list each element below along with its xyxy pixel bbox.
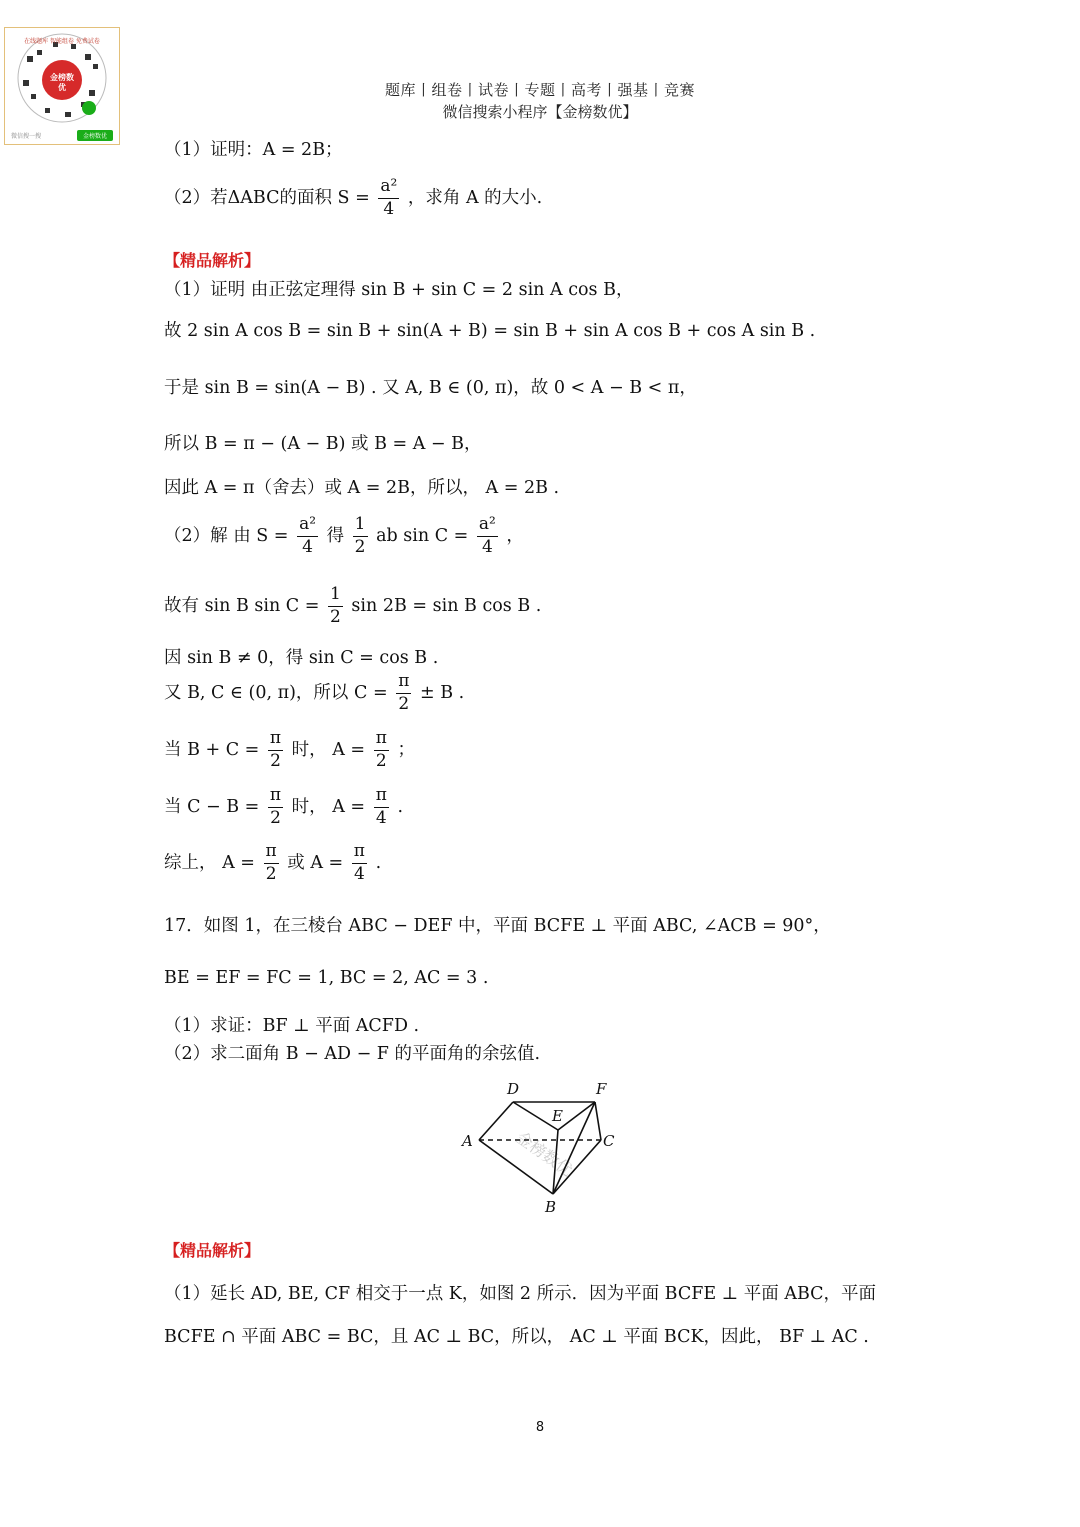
sol17-line2: BCFE ∩ 平面 ABC = BC，且 AC ⊥ BC，所以， AC ⊥ 平面 BCK，因此， BF ⊥ AC . xyxy=(164,1327,869,1347)
sol16-line6: （2）解 由 S = $\frac{\text{a²}}{4}$ 得 $\frac{1}{2}$ ab sin C = $\frac{\text{a²}}{4}$ ， xyxy=(164,514,524,557)
q16-part2: （2）若ΔABC的面积 S = $\frac{\text{a²}}{4}$ ，求角 A 的大小. xyxy=(164,176,543,219)
qr-top-text: 在线题库 智能组卷 免费试卷 xyxy=(24,38,100,45)
q17-line3: （1）求证：BF ⊥ 平面 ACFD . xyxy=(164,1016,420,1036)
label-A: A xyxy=(462,1132,473,1150)
label-F: F xyxy=(596,1080,607,1098)
sol16-line2: 故 2 sin A cos B = sin B + sin(A + B) = sin B + sin A cos B + cos A sin B . xyxy=(164,321,816,341)
sol16-line9: 又 B, C ∈ (0, π)，所以 C = $\frac{\pi}{2}$ ± B . xyxy=(164,671,465,714)
sol16-line3: 于是 sin B = sin(A − B) . 又 A, B ∈ (0, π)，故 0 < A − B < π， xyxy=(164,378,697,398)
header-mini-program: 微信搜索小程序【金榜数优】 xyxy=(442,103,638,121)
sol16-line11: 当 C − B = $\frac{\pi}{2}$ 时， A = $\frac{\pi}{4}$ . xyxy=(164,785,404,828)
sol16-line1: （1）证明 由正弦定理得 sin B + sin C = 2 sin A cos B， xyxy=(164,280,634,300)
qr-footer-button: 金榜数优 xyxy=(77,130,113,141)
page-number: 8 xyxy=(535,1420,545,1435)
qr-footer-label: 微信搜一搜 xyxy=(11,132,42,140)
q17-line2: BE = EF = FC = 1, BC = 2, AC = 3 . xyxy=(164,968,489,988)
sol16-line8: 因 sin B ≠ 0，得 sin C = cos B . xyxy=(164,648,439,668)
q17-line1: 17．如图 1，在三棱台 ABC − DEF 中，平面 BCFE ⊥ 平面 ABC, ∠ACB = 90°， xyxy=(164,916,831,936)
sol17-line1: （1）延长 AD, BE, CF 相交于一点 K，如图 2 所示．因为平面 BCFE ⊥ 平面 ABC，平面 xyxy=(164,1284,877,1304)
sol16-line4: 所以 B = π − (A − B) 或 B = A − B， xyxy=(164,434,482,454)
qr-footer xyxy=(5,126,119,144)
header-nav: 题库丨组卷丨试卷丨专题丨高考丨强基丨竞赛 xyxy=(384,81,695,99)
label-E: E xyxy=(552,1107,563,1125)
solution-tag-17: 【精品解析】 xyxy=(164,1241,261,1260)
sol16-line5: 因此 A = π（舍去）或 A = 2B，所以， A = 2B . xyxy=(164,478,560,498)
label-C: C xyxy=(603,1132,615,1150)
sol16-line7: 故有 sin B sin C = $\frac{1}{2}$ sin 2B = sin B cos B . xyxy=(164,584,542,627)
q16-part1: （1）证明：A = 2B； xyxy=(164,140,343,160)
label-D: D xyxy=(507,1080,520,1098)
sol16-line12: 综上， A = $\frac{\pi}{2}$ 或 A = $\frac{\pi}{4}$ . xyxy=(164,841,382,884)
frustum-diagram xyxy=(455,1078,635,1218)
solution-tag-16: 【精品解析】 xyxy=(164,251,261,270)
q17-line4: （2）求二面角 B − AD − F 的平面角的余弦值. xyxy=(164,1044,541,1064)
sol16-line10: 当 B + C = $\frac{\pi}{2}$ 时， A = $\frac{\pi}{2}$ ； xyxy=(164,728,415,771)
figure-watermark: 金榜数优 xyxy=(512,1127,577,1180)
qr-center-text: 金榜数优 xyxy=(50,73,74,92)
label-B: B xyxy=(545,1198,557,1216)
figure-frustum xyxy=(455,1078,635,1222)
